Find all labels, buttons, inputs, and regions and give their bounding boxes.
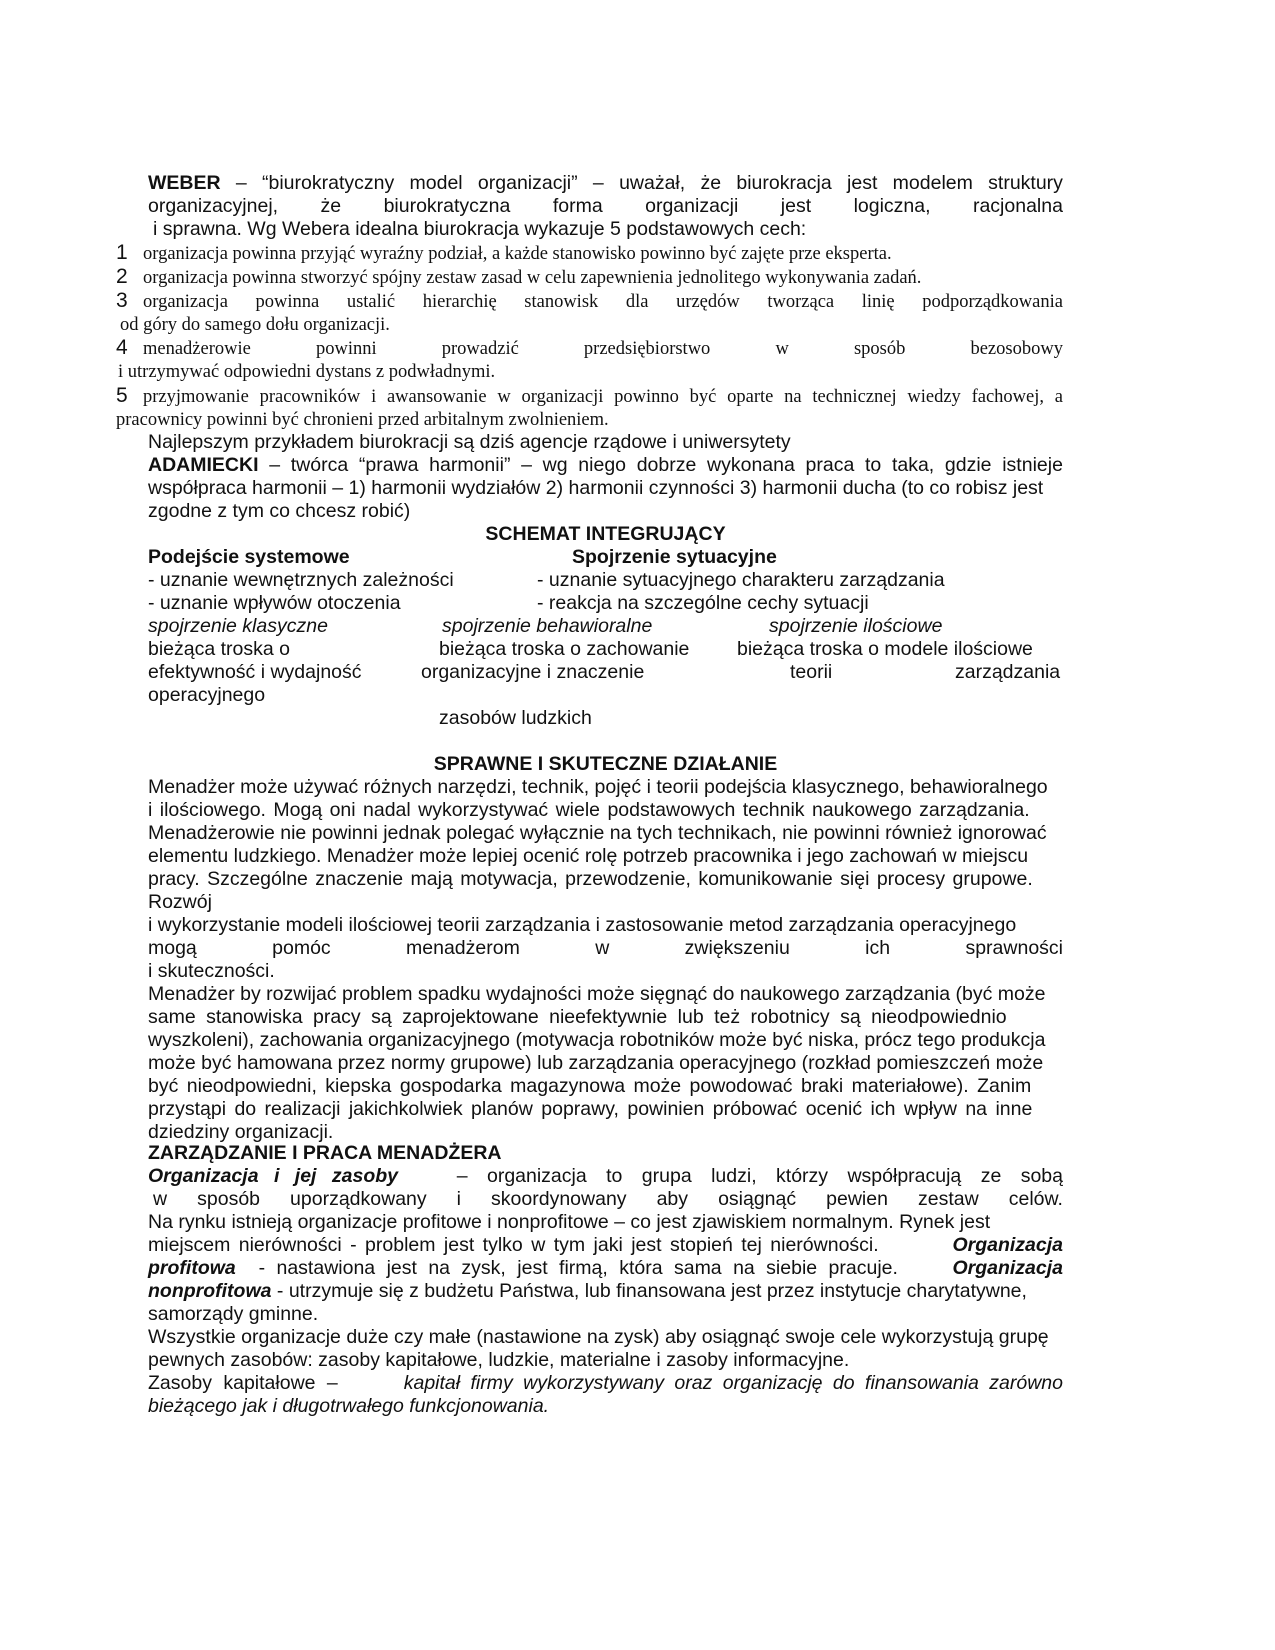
- word: skoordynowany: [491, 1188, 627, 1210]
- word: przedsiębiorstwo: [583, 339, 711, 359]
- weber-line-1: [148, 172, 1063, 195]
- schemat-cell: organizacyjne i znaczenie: [421, 661, 645, 683]
- adamiecki-line-1: [148, 454, 1063, 477]
- paragraph-line: i wykorzystanie modeli ilościowej teorii zarządzania i zastosowanie metod zarządzania operacyjnego: [148, 914, 1017, 936]
- word: zwiększeniu: [684, 937, 790, 959]
- word: na: [784, 387, 802, 407]
- adamiecki-name: ADAMIECKI: [148, 454, 259, 476]
- schemat-left-item: - uznanie wpływów otoczenia: [148, 592, 401, 614]
- word: pewien: [826, 1188, 888, 1210]
- word: bezosobowy: [970, 339, 1063, 359]
- word: tworząca: [767, 292, 835, 312]
- word: prowadzić: [441, 339, 519, 359]
- word: w: [153, 1188, 168, 1210]
- paragraph-line: być nieodpowiedni, kiepska gospodarka magazynowa może powodować braki materiałowe). Zanim: [148, 1075, 1032, 1097]
- word: stanowisk: [524, 292, 599, 312]
- word: menadżerom: [406, 937, 520, 959]
- paragraph-line: [148, 1234, 1063, 1257]
- word: fachowej,: [971, 387, 1044, 407]
- feature-text-cont: od góry do samego dołu organizacji.: [120, 315, 390, 335]
- word: aby: [656, 1188, 689, 1210]
- paragraph-line: [148, 1280, 1027, 1303]
- word: ich: [865, 937, 891, 959]
- adamiecki-line-3: zgodne z tym co chcesz robić): [148, 500, 411, 522]
- schemat-right-item: - uznanie sytuacyjnego charakteru zarządzania: [537, 569, 945, 591]
- word: awansowanie: [386, 387, 487, 407]
- word: logiczna,: [853, 195, 931, 217]
- paragraph-line: Rozwój: [148, 891, 212, 913]
- word: ustalić: [346, 292, 396, 312]
- word: linię: [861, 292, 895, 312]
- word: zestaw: [917, 1188, 979, 1210]
- schemat-cell: bieżąca troska o: [148, 638, 290, 660]
- feature-number: 1: [116, 241, 128, 264]
- schemat-cell: efektywność i wydajność: [148, 661, 362, 683]
- definition: - utrzymuje się z budżetu Państwa, lub finansowana jest przez instytucje charytatywne,: [271, 1280, 1027, 1302]
- definition: – organizacja to grupa ludzi, którzy współpracują ze sobą: [456, 1165, 1063, 1187]
- weber-example: Najlepszym przykładem biurokracji są dziś agencje rządowe i uniwersytety: [148, 431, 791, 453]
- word: menadżerowie: [143, 339, 251, 359]
- word: pomóc: [272, 937, 331, 959]
- schemat-right-item: - reakcja na szczególne cechy sytuacji: [537, 592, 869, 614]
- word: twórca: [290, 454, 349, 476]
- word: wg: [542, 454, 568, 476]
- word: gdzie: [944, 454, 992, 476]
- word: organizacji: [521, 387, 604, 407]
- paragraph-line: pracy. Szczególne znaczenie mają motywacja, przewodzenie, komunikowanie sięi procesy grupowe.: [148, 868, 1033, 890]
- word: mogą: [148, 937, 197, 959]
- paragraph-line: samorządy gminne.: [148, 1303, 319, 1325]
- word: hierarchię: [422, 292, 497, 312]
- feature-text-cont: pracownicy powinni być chronieni przed arbitalnym zwolnieniem.: [116, 410, 609, 430]
- word: dla: [625, 292, 649, 312]
- word: niego: [578, 454, 627, 476]
- weber-line-2: [148, 195, 1063, 218]
- feature-number: 4: [116, 336, 128, 359]
- word: –: [592, 172, 604, 194]
- word: struktury: [988, 172, 1063, 194]
- word: osiągnąć: [718, 1188, 797, 1210]
- schemat-cell: zarządzania: [955, 661, 1061, 683]
- view-quantitative: spojrzenie ilościowe: [769, 615, 943, 637]
- definition: - nastawiona jest na zysk, jest firmą, która sama na siebie pracuje.: [235, 1257, 898, 1279]
- weber-name: WEBER: [148, 172, 221, 194]
- word: organizacja: [143, 292, 228, 312]
- schemat-title: SCHEMAT INTEGRUJĄCY: [485, 523, 726, 545]
- schemat-left-item: - uznanie wewnętrznych zależności: [148, 569, 454, 591]
- word: –: [235, 172, 247, 194]
- feature-text-cont: i utrzymywać odpowiedni dystans z podwładnymi.: [118, 362, 496, 382]
- schemat-cell: zasobów ludzkich: [439, 707, 592, 729]
- paragraph-line: może być hamowana przez normy grupowe) lub zarządzania operacyjnego (rozkład pomieszczeń może: [148, 1052, 1044, 1074]
- weber-line-3: i sprawna. Wg Webera idealna biurokracja wykazuje 5 podstawowych cech:: [153, 218, 807, 240]
- schemat-left-head: Podejście systemowe: [148, 546, 350, 568]
- word: jest: [847, 172, 878, 194]
- paragraph-line: elementu ludzkiego. Menadżer może lepiej ocenić rolę potrzeb pracownika i jego zachowań w miejscu: [148, 845, 1029, 867]
- word: –: [521, 454, 532, 476]
- paragraph-line: i ilościowego. Mogą oni nadal wykorzystywać wiele podstawowych technik naukowego zarządzania.: [148, 799, 1030, 821]
- word: i: [371, 387, 377, 407]
- schemat-right-head: Spojrzenie sytuacyjne: [572, 546, 777, 568]
- word: podporządkowania: [922, 292, 1063, 312]
- schemat-cell: operacyjnego: [148, 684, 266, 706]
- word: forma: [552, 195, 603, 217]
- adamiecki-line-2: współpraca harmonii – 1) harmonii wydziałów 2) harmonii czynności 3) harmonii ducha (to co robisz jest: [148, 477, 1044, 499]
- word: harmonii”: [429, 454, 511, 476]
- view-classic: spojrzenie klasyczne: [148, 615, 328, 637]
- schemat-cell: bieżąca troska o modele ilościowe: [737, 638, 1033, 660]
- word: organizacji”: [477, 172, 578, 194]
- word: wiedzy: [907, 387, 961, 407]
- feature-text: organizacja powinna stworzyć spójny zestaw zasad w celu zapewnienia jednolitego wykonywania zadań.: [143, 268, 922, 288]
- term-organizacja: Organizacja: [952, 1257, 1063, 1279]
- sprawne-title: SPRAWNE I SKUTECZNE DZIAŁANIE: [433, 753, 778, 775]
- word: organizacji: [645, 195, 739, 217]
- word: a: [1054, 387, 1063, 407]
- feature-text: [143, 386, 1063, 409]
- text: miejscem nierówności - problem jest tylko w tym jaki jest stopień tej nierówności.: [148, 1234, 879, 1256]
- word: –: [269, 454, 281, 476]
- word: modelem: [892, 172, 973, 194]
- word: istnieje: [1002, 454, 1063, 476]
- word: model: [409, 172, 463, 194]
- word: to: [864, 454, 882, 476]
- word: w: [775, 339, 789, 359]
- paragraph-line: Menadżer by rozwijać problem spadku wydajności może sięgnąć do naukowego zarządzania (być może: [148, 983, 1046, 1005]
- paragraph-line: [148, 1165, 1063, 1188]
- feature-number: 5: [116, 384, 128, 407]
- paragraph-line: same stanowiska pracy są zaprojektowane nieefektywnie lub też robotnicy są nieodpowiednio: [148, 1006, 1007, 1028]
- word: taka,: [891, 454, 935, 476]
- word: sposób: [197, 1188, 261, 1210]
- word: uważał,: [619, 172, 686, 194]
- word: powinno: [614, 387, 679, 407]
- paragraph-line: Menadżer może używać różnych narzędzi, technik, pojęć i teorii podejścia klasycznego, behawioralnego: [148, 776, 1048, 798]
- word: sposób: [853, 339, 906, 359]
- schemat-cell: teorii: [790, 661, 833, 683]
- word: jest: [780, 195, 812, 217]
- label-zasoby-kapitalowe: Zasoby kapitałowe –: [148, 1372, 338, 1394]
- feature-number: 2: [116, 265, 128, 288]
- word: pracowników: [259, 387, 361, 407]
- word: że: [320, 195, 342, 217]
- term-profitowa: profitowa: [148, 1257, 236, 1279]
- term-nonprofitowa: nonprofitowa: [148, 1280, 272, 1302]
- word: i: [456, 1188, 462, 1210]
- word: urzędów: [676, 292, 740, 312]
- word: biurokracja: [736, 172, 832, 194]
- paragraph-line: Wszystkie organizacje duże czy małe (nastawione na zysk) aby osiągnąć swoje cele wykorzystują grupę: [148, 1326, 1049, 1348]
- paragraph-line: dziedziny organizacji.: [148, 1121, 334, 1143]
- paragraph-line: [148, 937, 1063, 960]
- word: uporządkowany: [290, 1188, 427, 1210]
- word: oparte: [727, 387, 774, 407]
- word: racjonalna: [972, 195, 1063, 217]
- paragraph-line: i skuteczności.: [148, 960, 275, 982]
- feature-text: [143, 291, 1063, 314]
- word: organizacyjnej,: [148, 195, 279, 217]
- feature-number: 3: [116, 289, 128, 312]
- definition: kapitał firmy wykorzystywany oraz organizację do finansowania zarówno: [403, 1372, 1063, 1394]
- word: przyjmowanie: [143, 387, 249, 407]
- word: sprawności: [965, 937, 1063, 959]
- paragraph-line: Na rynku istnieją organizacje profitowe i nonprofitowe – co jest zjawiskiem normalnym. Rynek jest: [148, 1211, 991, 1233]
- word: dobrze: [636, 454, 697, 476]
- word: w: [595, 937, 610, 959]
- word: że: [700, 172, 722, 194]
- paragraph-line: przystąpi do realizacji jakichkolwiek planów poprawy, powinien próbować ocenić ich wpływ na inne: [148, 1098, 1033, 1120]
- paragraph-line: pewnych zasobów: zasoby kapitałowe, ludzkie, materialne i zasoby informacyjne.: [148, 1349, 850, 1371]
- word: być: [689, 387, 717, 407]
- paragraph-line: [148, 1372, 1063, 1395]
- schemat-cell: bieżąca troska o zachowanie: [439, 638, 690, 660]
- feature-text: [143, 338, 1063, 361]
- word: w: [497, 387, 511, 407]
- word: wykonana: [707, 454, 795, 476]
- paragraph-line: wyszkoleni), zachowania organizacyjnego (motywacja robotników może być niska, prócz tego produkcja: [148, 1029, 1046, 1051]
- paragraph-line: Menadżerowie nie powinni jednak polegać wyłącznie na tych technikach, nie powinni również ignorować: [148, 822, 1047, 844]
- view-behavioral: spojrzenie behawioralne: [442, 615, 653, 637]
- word: celów.: [1008, 1188, 1063, 1210]
- word: praca: [805, 454, 855, 476]
- feature-text: organizacja powinna przyjąć wyraźny podział, a każde stanowisko powinno być zajęte prze eksperta.: [143, 244, 892, 264]
- word: biurokratyczna: [383, 195, 511, 217]
- paragraph-line: [148, 1257, 1063, 1280]
- word: powinni: [315, 339, 377, 359]
- word: “biurokratyczny: [262, 172, 395, 194]
- word: powinna: [255, 292, 320, 312]
- paragraph-line: [153, 1188, 1063, 1211]
- word: technicznej: [812, 387, 897, 407]
- zarzadzanie-title: ZARZĄDZANIE I PRACA MENADŻERA: [148, 1142, 502, 1164]
- word: “prawa: [358, 454, 419, 476]
- paragraph-line: bieżącego jak i długotrwałego funkcjonowania.: [148, 1395, 550, 1417]
- term-organizacja: Organizacja: [952, 1234, 1063, 1256]
- term-organizacja: Organizacja i jej zasoby: [148, 1165, 399, 1187]
